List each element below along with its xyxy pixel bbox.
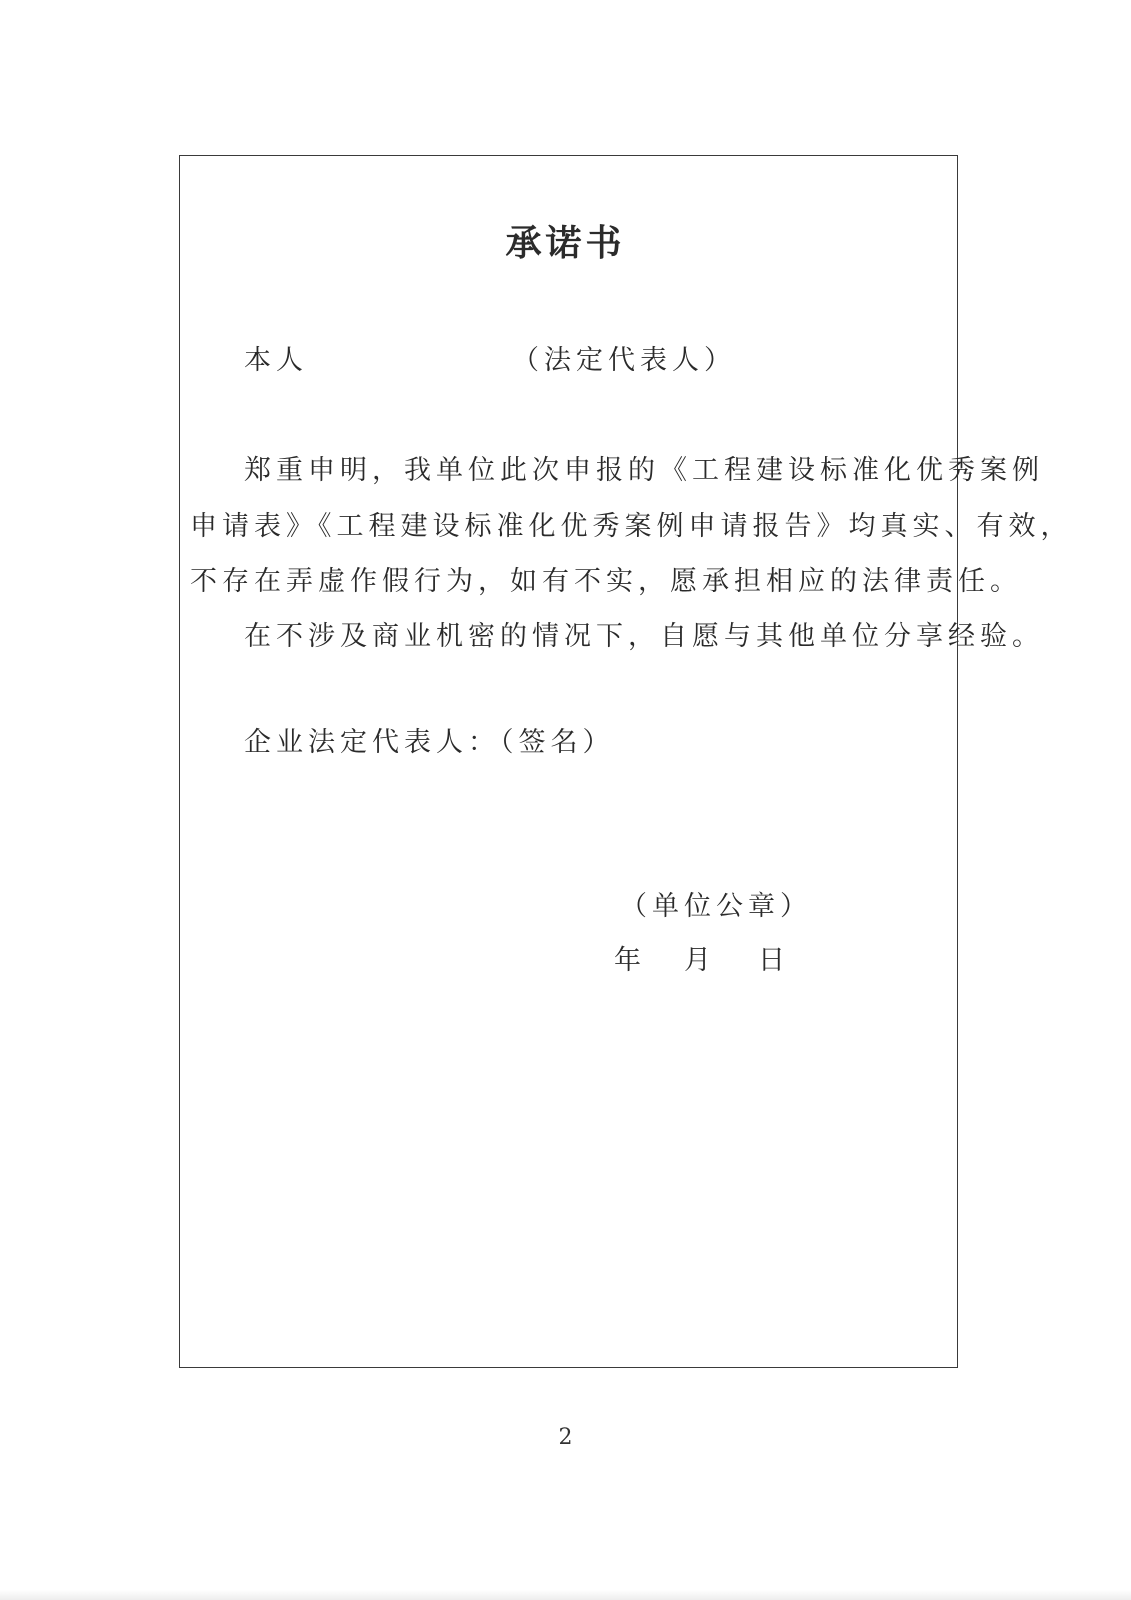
intro-role: （法定代表人） — [512, 345, 736, 376]
document-title: 承诺书 — [505, 223, 626, 264]
scan-edge-shadow — [0, 1590, 1131, 1600]
signature-label: 企业法定代表人：（签名） — [244, 727, 615, 758]
seal-label: （单位公章） — [620, 891, 812, 922]
intro-prefix: 本人 — [244, 345, 308, 376]
document-border-frame — [179, 155, 958, 1368]
sharing-statement: 在不涉及商业机密的情况下，自愿与其他单位分享经验。 — [244, 621, 1044, 652]
page-number: 2 — [558, 1425, 573, 1450]
declaration-line-3: 不存在弄虚作假行为，如有不实，愿承担相应的法律责任。 — [190, 566, 1022, 597]
declaration-line-2: 申请表》《工程建设标准化优秀案例申请报告》均真实、有效， — [190, 511, 1073, 542]
declaration-line-1: 郑重申明，我单位此次申报的《工程建设标准化优秀案例 — [244, 455, 1044, 486]
date-month-label: 月 — [684, 945, 716, 976]
date-line — [614, 938, 790, 977]
date-year-label: 年 — [614, 945, 646, 976]
date-day-label: 日 — [758, 945, 790, 976]
